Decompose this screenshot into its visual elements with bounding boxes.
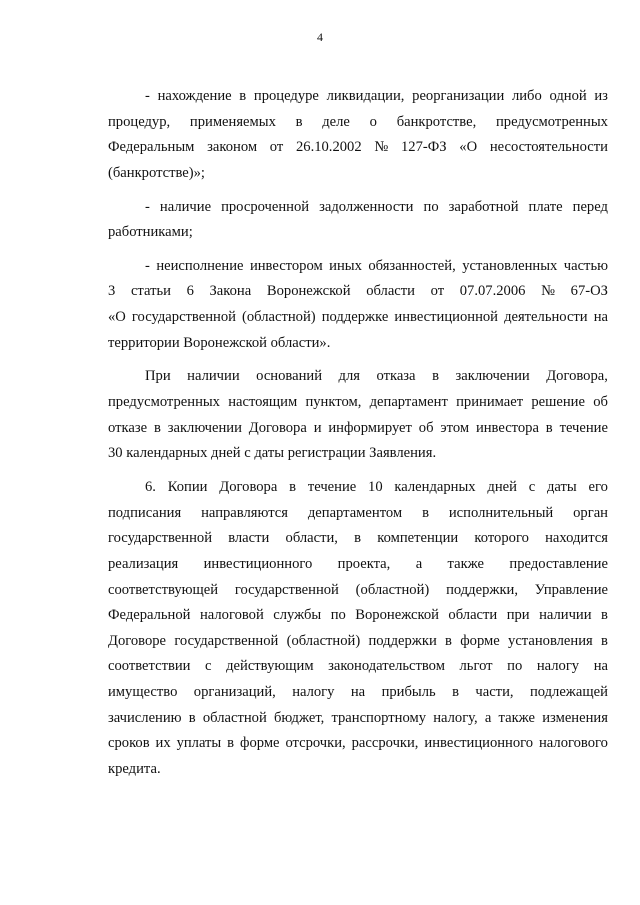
text-line: отказе в заключении Договора и информирует об этом инвестора в течение	[108, 419, 608, 436]
text-line: имущество организаций, налогу на прибыль в части, подлежащей	[108, 684, 608, 701]
text-line: сроков их уплаты в форме отсрочки, рассрочки, инвестиционного налогового	[108, 735, 608, 752]
text-line: - наличие просроченной задолженности по заработной плате перед	[145, 198, 608, 215]
text-line: государственной власти области, в компетенции которого находится	[108, 530, 608, 547]
text-line: соответствующей государственной (областной) поддержки, Управление	[108, 581, 608, 598]
document-body	[108, 84, 608, 783]
paragraph	[108, 84, 608, 187]
text-line: процедур, применяемых в деле о банкротстве, предусмотренных	[108, 113, 608, 130]
text-line: подписания направляются департаментом в исполнительный орган	[108, 504, 608, 521]
text-line: Договоре государственной (областной) поддержки в форме установления в	[108, 632, 608, 649]
text-line: - нахождение в процедуре ликвидации, реорганизации либо одной из	[145, 88, 608, 104]
text-line: зачислению в областной бюджет, транспортному налогу, а также изменения	[108, 709, 608, 726]
text-line: реализация инвестиционного проекта, а также предоставление	[108, 555, 608, 572]
page-number: 4	[317, 30, 323, 44]
text-line: 3 статьи 6 Закона Воронежской области от 07.07.2006 № 67-ОЗ	[108, 283, 608, 300]
text-line: предусмотренных настоящим пунктом, департамент принимает решение об	[108, 394, 608, 411]
text-line: 6. Копии Договора в течение 10 календарных дней с даты его	[145, 478, 608, 495]
text-line: кредита.	[108, 761, 161, 778]
text-line: территории Воронежской области».	[108, 334, 331, 351]
paragraph	[108, 195, 608, 246]
text-line: 30 календарных дней с даты регистрации Заявления.	[108, 445, 437, 462]
text-line: «О государственной (областной) поддержке инвестиционной деятельности на	[108, 309, 608, 326]
text-line: Федеральной налоговой службы по Воронежской области при наличии в	[108, 607, 608, 624]
paragraph	[108, 254, 608, 357]
text-line: При наличии оснований для отказа в заключении Договора,	[145, 368, 608, 385]
text-line: соответствии с действующим законодательством льгот по налогу на	[108, 658, 608, 675]
text-line: Федеральным законом от 26.10.2002 № 127-ФЗ «О несостоятельности	[108, 139, 608, 156]
text-line: (банкротстве)»;	[108, 164, 205, 181]
paragraph	[108, 364, 608, 467]
text-line: работниками;	[108, 224, 193, 241]
paragraph	[108, 475, 608, 783]
text-line: - неисполнение инвестором иных обязанностей, установленных частью	[145, 257, 608, 274]
